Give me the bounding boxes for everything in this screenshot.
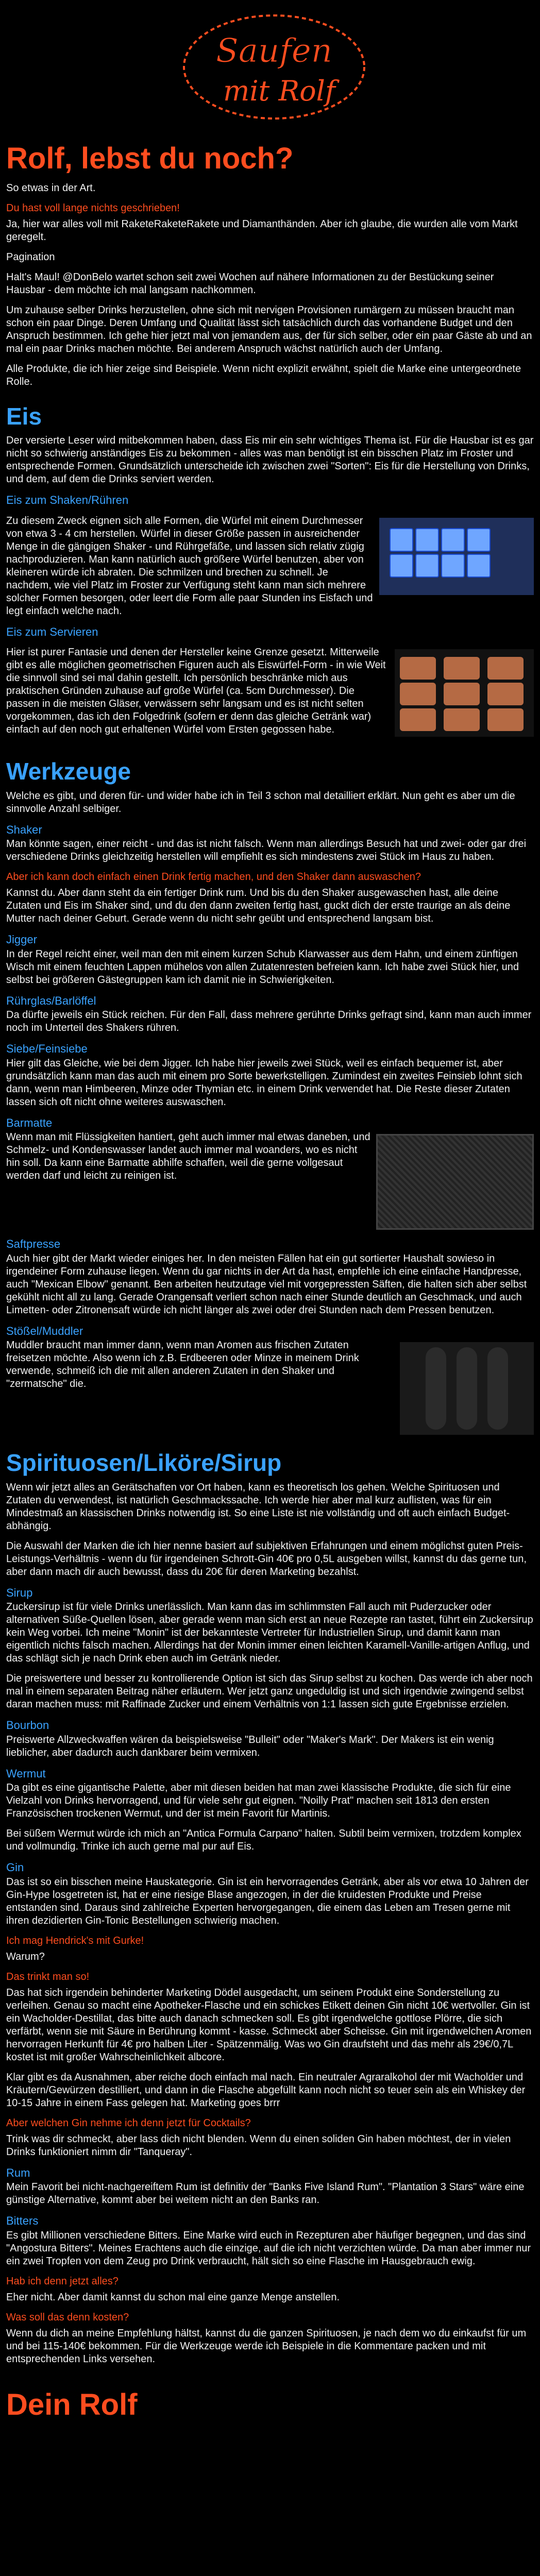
answer-line: Warum? [6,1951,45,1962]
eis-subheading-servieren: Eis zum Servieren [6,625,98,638]
siebe-paragraph: Hier gilt das Gleiche, wie bei dem Jigger. Ich habe hier jeweils zwei Stück, weil es einfach bequemer ist, aber grundsätzlich kann man das auch mit einem pro Sorte bewerkstelligen. Zumindest ein zweites Feinsieb lohnt sich dann, wenn man Himbeeren, Minze oder Thymian etc. in einem Drink verwendet hat. Die Reste dieser Zutaten lassen sich oft nicht ohne weiteres auswaschen. [6,1057,522,1108]
bourbon-paragraph: Preiswerte Allzweckwaffen wären da beispielsweise "Bulleit" oder "Maker's Mark". Der Makers ist ein wenig lieblicher, aber dadurch auch dankbarer beim vermixen. [6,1734,494,1758]
section-heading-spirituosen: Spirituosen/Liköre/Sirup [6,1449,282,1476]
subheading-rum: Rum [6,2166,30,2179]
spirits-paragraph: Die Auswahl der Marken die ich hier nenne basiert auf subjektiven Erfahrungen und einem möglichst guten Preis-Leistungs-Verhältnis - wenn du für irgendeinen Schrott-Gin 40€ pro 0,5L ausgeben willst, kannst du das gerne tun, aber dann mach dir auch bewusst, dass du 20€ für deren Marketing bezahlst. [6,1540,527,1578]
subheading-gin: Gin [6,1861,24,1874]
bitters-paragraph: Es gibt Millionen verschiedene Bitters. Eine Marke wird euch in Rezepturen aber häufiger begegnen, und das sind "Angostura Bitters". Meines Erachtens auch die einzige, auf die ich nicht verzichten würde. Da man aber immer nur ein zwei Tropfen von dem Zeug pro Drink verbraucht, hält sich so eine Flasche im Hausgebrauch ewig. [6,2229,531,2267]
subheading-ruehrglas: Rührglas/Barlöffel [6,994,96,1007]
subheading-bitters: Bitters [6,2214,39,2227]
reader-question: Das trinkt man so! [6,1971,90,1982]
reader-question: Ich mag Hendrick's mit Gurke! [6,1935,144,1946]
logo-line2: mit Rolf [223,75,335,107]
answer-paragraph: Eher nicht. Aber damit kannst du schon mal eine ganze Menge anstellen. [6,2291,340,2303]
rum-paragraph: Mein Favorit bei nicht-nachgereiftem Rum ist definitiv der "Banks Five Island Rum". "Plantation 3 Stars" wäre eine günstige Alternative, kommt aber bei weitem nicht an den Banks ran. [6,2181,525,2206]
intro-line: So etwas in der Art. [6,182,96,194]
ruehrglas-paragraph: Da dürfte jeweils ein Stück reichen. Für den Fall, dass mehrere gerührte Drinks gefragt sind, kann man auch immer noch im Unterteil des Shakers rühren. [6,1009,532,1033]
reader-question: Aber ich kann doch einfach einen Drink fertig machen, und den Shaker dann auswaschen? [6,871,421,883]
wermut-paragraph: Da gibt es eine gigantische Palette, aber mit diesen beiden hat man zwei klassische Produkte, die sich für eine Vielzahl von Drinks hervorragend, und für viele sehr gut eignen. "Noilly Prat" machen seit 1813 den ersten Französischen trockenen Wermut, und der ist mein Favorit für Martinis. [6,1782,511,1819]
eis-paragraph: Der versierte Leser wird mitbekommen haben, dass Eis mir ein sehr wichtiges Thema ist. Für die Hausbar ist es gar nicht so schwierig anständiges Eis zu bekommen - alles was man benötigt ist ein bisschen Platz im Froster und entsprechende Formen. Grundsätzlich unterscheide ich zwischen zwei "Sorten": Eis für die Herstellung von Drinks, und dem, auf dem die Drinks serviert werden. [6,435,534,485]
barmat-image [376,1134,534,1230]
subheading-bourbon: Bourbon [6,1719,49,1732]
barmatte-paragraph: Wenn man mit Flüssigkeiten hantiert, geht auch immer mal etwas daneben, und Schmelz- und Kondenswasser landet auch immer mal woanders, wo es nicht hin soll. Da kann eine Barmatte abhilfe schaffen, weil die gerne vollgesaut werden darf und leicht zu reinigen ist. [6,1131,370,1181]
sirup-paragraph: Zuckersirup ist für viele Drinks unerlässlich. Man kann das im schlimmsten Fall auch mit Puderzucker oder alternativen Süße-Quellen lösen, aber gerade wenn man sich erst an neue Rezepte ran tastet, führt ein Zuckersirup kein Weg vorbei. Ich meine "Monin" ist der bekannteste Vertreter für Industriellen Sirup, und damit kann man eigentlich nichts falsch machen. Allerdings hat der Monin immer einen leichten Karamell-Vanille-artigen Anflug, und das schlägt sich je nach Drink eben auch im Getränk nieder. [6,1601,533,1664]
jigger-paragraph: In der Regel reicht einer, weil man den mit einem kurzen Schub Klarwasser aus dem Hahn, und einem zünftigen Wisch mit einem feuchten Lappen mühelos von allen Zutatenresten befreien kann. Ich habe zwei Stück hier, und selbst bei größeren Gästegruppen kam ich damit nie in Schwierigkeiten. [6,948,519,986]
eis-shaken-row [6,515,534,625]
eis-paragraph: Zu diesem Zweck eignen sich alle Formen, die Würfel mit einem Durchmesser von etwa 3 - 4 cm herstellen. Würfel in dieser Größe passen in ausreichender Menge in die gängigen Shaker - und Rührgefäße, und lassen sich relativ zügig nachproduzieren. Man kann natürlich auch größere Würfel benutzen, aber von kleineren würde ich abraten. Die schmilzen und brechen zu schnell. Je nachdem, wie viel Platz im Froster zur Verfügung steht kann man sich mehrere solcher Formen besorgen, oder leert die Form alle paar Stunden ins Eisfach und legt einfach welche nach. [6,515,373,617]
muddler-image [400,1342,534,1435]
intro-paragraph: Halt's Maul! @DonBelo wartet schon seit zwei Wochen auf nähere Informationen zu der Bestückung seiner Hausbar - dem möchte ich mal langsam nachkommen. [6,271,494,296]
barmatte-row [6,1131,534,1230]
eis-subheading-shaken: Eis zum Shaken/Rühren [6,494,129,506]
reader-question: Hab ich denn jetzt alles? [6,2275,119,2287]
gin-paragraph: Das ist so ein bisschen meine Hauskategorie. Gin ist ein hervorragendes Getränk, aber als vor etwa 10 Jahren der Gin-Hype losgetreten ist, hat er eine riesige Blase angezogen, in der die kruidesten Produkte und Preise entstanden sind. Daraus sind zahlreiche Experten hervorgegangen, die einem das Leben am Tresen gerne mit ihren dezidierten Gin-Tonic Bestellungen schwierig machen. [6,1876,529,1926]
subheading-jigger: Jigger [6,933,37,946]
gin-paragraph: Das hat sich irgendein behinderter Marketing Dödel ausgedacht, um seinem Produkt eine Sonderstellung zu verleihen. Genau so macht eine Apotheker-Flasche und ein schickes Etikett deinen Gin nicht 10€ wertvoller. Gin ist ein Wacholder-Destillat, das bitte auch danach schmecken soll. Es gibt irgendwelche gottlose Plörre, die sich verfärbt, wenn sie mit Säure in Berührung kommt - kasse. Schmeckt aber Scheisse. Gin mit irgendwelchen Aromen hervorragen Herkunft für 4€ pro halben Liter - Spätzenmälig. Was wo Gin draufsteht und das mehr als 29€/0,7L kostet ist mit großer Wahrscheinlichkeit albcore. [6,1987,532,2063]
reader-question: Du hast voll lange nichts geschrieben! [6,202,180,214]
subheading-wermut: Wermut [6,1767,46,1780]
signature: Dein Rolf [6,2387,138,2421]
eis-serve-row [6,646,534,743]
intro-paragraph: Alle Produkte, die ich hier zeige sind Beispiele. Wenn nicht explizit erwähnt, spielt die Marke eine untergeordnete Rolle. [6,363,521,387]
reader-question: Aber welchen Gin nehme ich denn jetzt für Cocktails? [6,2117,251,2129]
logo-line1: Saufen [216,32,332,70]
subheading-barmatte: Barmatte [6,1116,53,1129]
subheading-siebe: Siebe/Feinsiebe [6,1042,88,1055]
wermut-paragraph: Bei süßem Wermut würde ich mich an "Antica Formula Carpano" halten. Subtil beim vermixen, trotzdem komplex und vollmundig. Trinke ich auch gerne mal pur auf Eis. [6,1828,521,1852]
gin-paragraph: Klar gibt es da Ausnahmen, aber reiche doch einfach mal nach. Ein neutraler Agraralkohol der mit Wacholder und Kräutern/Gewürzen destilliert, und dann in die Flasche abgefüllt kann noch nicht so teuer sein als ein Whiskey der 10-15 Jahre in einem Fass gelegen hat. Marketing goes brrr [6,2071,526,2109]
spirits-paragraph: Wenn wir jetzt alles an Gerätschaften vor Ort haben, kann es theoretisch los gehen. Welche Spirituosen und Zutaten du verwendest, ist natürlich Geschmackssache. Ich werde hier aber mal kurz auflisten, was für ein Mindestmaß an klassischen Drinks notwendig ist. So eine Liste ist nie vollständig und oft auch einfach Budget-abhängig. [6,1481,510,1532]
intro-paragraph: Ja, hier war alles voll mit RaketeRaketeRakete und Diamanthänden. Aber ich glaube, die wurden alle vom Markt geregelt. [6,218,518,243]
intro-paragraph: Um zuhause selber Drinks herzustellen, ohne sich mit nervigen Provisionen rumärgern zu müssen braucht man schon ein paar Dinge. Deren Umfang und Qualität lässt sich tatsächlich durch das vorhandene Budget und den Anspruch bestimmen. Ich gehe hier jetzt mal von jemandem aus, der für sich selber, oder ein paar Gäste ab und an mal ein paar Drinks machen möchte. Bei anderem Anspruch wächst natürlich auch der Umfang. [6,304,532,354]
shaker-paragraph: Man könnte sagen, einer reicht - und das ist nicht falsch. Wenn man allerdings Besuch hat und zwei- oder gar drei verschiedene Drinks gleichzeitig herstellen will empfiehlt es sich mindestens zwei Stück im Haus zu haben. [6,838,527,862]
section-heading-eis: Eis [6,402,42,430]
gin-paragraph: Trink was dir schmeckt, aber lass dich nicht blenden. Wenn du einen soliden Gin haben möchtest, der in vielen Drinks funktioniert nimm dir "Tanqueray". [6,2133,511,2158]
page-title: Rolf, lebst du noch? [6,142,294,175]
ice-mold-image [395,649,534,737]
answer-paragraph: Kannst du. Aber dann steht da ein fertiger Drink rum. Und bis du den Shaker ausgewaschen hast, alle deine Zutaten und Eis im Shaker sind, und du den dann zweiten fertig hast, guckt dich der erste traurige an als deine Mutter nach deiner Geburt. Gerade wenn du nicht sehr geübt und entsprechend langsam bist. [6,887,511,924]
stoessel-row [6,1339,534,1435]
saufen-mit-rolf-logo [6,0,534,134]
subheading-saftpresse: Saftpresse [6,1238,61,1250]
logo-drawing [176,10,372,129]
answer-paragraph: Wenn du dich an meine Empfehlung hältst, kannst du die ganzen Spirituosen, je nach dem wo du einkaufst für um und bei 115-140€ bekommen. Für die Werkzeuge werde ich Beispiele in die Kommentare packen und mit entsprechenden Links versehen. [6,2327,527,2365]
subheading-stoessel: Stößel/Muddler [6,1324,83,1337]
ice-cube-tray-image [379,518,534,595]
werkzeuge-paragraph: Welche es gibt, und deren für- und wider habe ich in Teil 3 schon mal detailliert erklärt. Nun geht es aber um die sinnvolle Anzahl selbiger. [6,790,515,815]
pagination-label: Pagination [6,251,55,263]
section-heading-werkzeuge: Werkzeuge [6,758,131,785]
saftpresse-paragraph: Auch hier gibt der Markt wieder einiges her. In den meisten Fällen hat ein gut sortierter Haushalt sowieso in irgendeiner Form zuhause liegen. Wenn du gar nichts in der Art da hast, empfehle ich eine einfache Handpresse, auch "Mexican Elbow" genannt. Ben arbeiten heutzutage viel mit vorgepressten Säften, die halten sich aber selbst gekühlt nicht all zu lang. Gerade Orangensaft verliert schon nach einer Stunde deutlich an Geschmack, und auch Limetten- oder Zitronensaft würde ich nicht länger als zwei oder drei Stunden nach dem Pressen benutzen. [6,1252,527,1316]
subheading-sirup: Sirup [6,1586,33,1599]
stoessel-paragraph: Muddler braucht man immer dann, wenn man Aromen aus frischen Zutaten freisetzen möchte. Also wenn ich z.B. Erdbeeren oder Minze in meinem Drink verwende, schmeiß ich die mit allen anderen Zutaten in den Shaker und "zermatsche" die. [6,1340,359,1389]
subheading-shaker: Shaker [6,823,42,836]
reader-question: Was soll das denn kosten? [6,2311,129,2323]
sirup-paragraph: Die preiswertere und besser zu kontrollierende Option ist sich das Sirup selbst zu kochen. Das werde ich aber noch mal in einem separaten Beitrag näher erläutern. Wer jetzt ganz ungeduldig ist und sich irgendwie zwingend selbst daran machen muss: mit Raffinade Zucker und einem Verhältnis von 1:1 lassen sich gute Ergebnisse erzielen. [6,1673,533,1710]
eis-paragraph: Hier ist purer Fantasie und denen der Hersteller keine Grenze gesetzt. Mitterweile gibt es alle möglichen geometrischen Figuren auch als Eiswürfel-Form - in wie Weit die sinnvoll sind sei mal dahin gestellt. Ich persönlich beschränke mich aus praktischen Gründen zuhause auf große Würfel (ca. 5cm Durchmesser). Die passen in die meisten Gläser, verwässern sehr langsam und es ist nicht selten vorgekommen, das ich den Folgedrink (sofern er denn das gleiche Getränk war) einfach auf den noch gut erhaltenen Würfel vom Ersten gegossen habe. [6,647,386,735]
